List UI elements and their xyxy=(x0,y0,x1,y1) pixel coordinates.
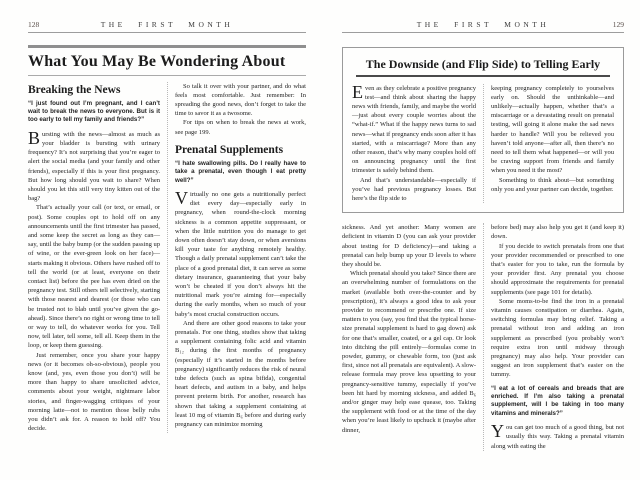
paragraph: before bed) may also help you get it (and keep it) down. xyxy=(491,224,624,241)
paragraph-text: ven as they celebrate a positive pregnancy test—and think about sharing the happy news with friends, family, and maybe the world—just about every couple worries about the “what-if.” What if the happy news turns to sad news—what if pregnancy ends soon after it has started, with a miscarriage? More than any other reason, that’s why many couples hold off on announcing pregnancy until the first trimester is safely behind them. xyxy=(352,84,476,175)
left-column-1 xyxy=(28,82,167,434)
heading-breaking-the-news: Breaking the News xyxy=(28,83,121,96)
dropcap-letter: Y xyxy=(491,421,504,442)
paragraph xyxy=(352,81,476,176)
left-page-columns xyxy=(28,82,306,434)
box-title: The Downside (and Flip Side) to Telling Early xyxy=(365,57,601,71)
paragraph-text: ursting with the news—almost as much as your bladder is bursting with urinary frequency? It’s not surprising that you’re eager to alert the social media (and your family and other friends), especially if this is your first pregnancy. But how long should you wait to share? When should you let this still very tiny kitten out of the bag? xyxy=(28,130,160,203)
reader-question-quote: “I just found out I’m pregnant, and I can’t wait to break the news to everyone. But is it too early to tell my family and friends?” xyxy=(28,99,160,124)
page-title: What You May Be Wondering About xyxy=(28,52,286,70)
left-column-2 xyxy=(167,82,306,434)
paragraph: So talk it over with your partner, and do what feels most comfortable. Just remember: In spreading the good news, don’t forget to take the time to savor it as a twosome. xyxy=(175,82,306,118)
right-header-rule xyxy=(342,32,624,33)
paragraph: And that’s understandable—especially if you’ve had previous pregnancy losses. But here’s the flip side to xyxy=(352,176,476,202)
reader-question-quote: “I eat a lot of cereals and breads that are enriched. If I’m also taking a prenatal supplement, will I be taking in too many vitamins and minerals?” xyxy=(491,384,624,417)
paragraph: Which prenatal should you take? Since there are an overwhelming number of formulations on the market (available both over-the-counter and by prescription), it’s always a good idea to ask your provider to recommend or prescribe one. If size matters to you (say, you find that the typical horse-size prenatal supplement is hard to gag down) ask for one that’s smaller, coated, or a gel cap. Or look into ditching the pill entirely—formulas come in powder, gummy, or chewable form, too (just ask first, since not all prenatals are equivalent). A slow-release formula may prove less upsetting to your pregnancy-sensitive tummy, especially if you’ve been hit hard by morning sickness, and added B₆ and/or ginger may help ease quease, too. Taking the supplement with food or at the time of the day when you’re least likely to upchuck it (maybe after dinner, xyxy=(342,270,476,434)
right-page-columns xyxy=(342,223,624,451)
left-running-head: THE FIRST MONTH xyxy=(100,20,234,29)
section-title-topline xyxy=(28,45,306,48)
dropcap-letter: V xyxy=(175,187,188,208)
paragraph: keeping pregnancy completely to yourselves early on. Should the unthinkable—and unlikely—actually happen, whether that’s a miscarriage or a devastating result on prenatal testing, will going it alone make the sad news harder to handle? Will you be relieved you haven’t told anyone—after all, then there’s no need to tell them what happened—or will you be craving support from friends and family when you need it the most? xyxy=(491,84,614,175)
paragraph xyxy=(28,127,160,204)
paragraph: sickness. And yet another: Many women are deficient in vitamin D (you can ask your provider about testing for D deficiency)—and taking a prenatal can help bump up your D levels to where they should be. xyxy=(342,224,476,268)
box-columns xyxy=(352,81,614,204)
box-title-rule xyxy=(356,75,610,77)
left-page-number: 128 xyxy=(28,20,40,29)
paragraph: That’s actually your call (or text, or email, or post). Some couples opt to hold off on any announcements until the first trimester has passed, and some keep the secret as long as they can—say, until the baby bump (or the sudden passing up of wine, or the ever-green look on her face)—starts making it obvious. Others have rushed off to tell the world (or at least, everyone on their contact list) before the pee has even dried on the pregnancy test. Still others tell selectively, starting with those nearest and dearest (or those who can be trusted not to blab until you’ve given the go-ahead). Since there’s no right or wrong time to tell or way to tell, do whatever works for you. Tell now, tell later, tell some, tell all. Keep them in the loop, or keep them guessing. xyxy=(28,204,160,350)
dropcap-letter: E xyxy=(352,81,363,102)
paragraph: For tips on when to break the news at work, see page 199. xyxy=(175,119,306,136)
left-running-header xyxy=(28,20,306,29)
paragraph-text: ou can get too much of a good thing, but not usually this way. Taking a prenatal vitamin along with eating the xyxy=(491,424,624,450)
paragraph: Some moms-to-be find the iron in a prenatal vitamin causes constipation or diarrhea. Again, switching formulas may bring relief. Taking a prenatal without iron and adding an iron supplement as prescribed (you probably won’t require extra iron until midway through pregnancy) may also help. Your provider can suggest an iron supplement that’s easier on the tummy. xyxy=(491,297,624,379)
paragraph: And there are other good reasons to take your prenatals. For one thing, studies show that taking a supplement containing folic acid and vitamin B₁₂ during the first months of pregnancy (especially if it’s started in the months before pregnancy) significantly reduces the risk of neural tube defects (such as spina bifida), congenital heart defects, and autism in a baby, and helps prevent preterm birth. For another, research has shown that taking a supplement containing at least 10 mg of vitamin B₆ before and during early pregnancy can minimize morning xyxy=(175,319,306,429)
paragraph-text: irtually no one gets a nutritionally perfect diet every day—especially early in pregnancy, when round-the-clock morning sickness is a common appetite suppressant, or when the little nutrition you do manage to get down often doesn’t stay down, or when aversions kill your taste for anything remotely healthy. Though a daily prenatal supplement can’t take the place of a good prenatal diet, it can serve as some dietary insurance, guaranteeing that your baby won’t be cheated if you don’t always hit the nutritional mark you’re aiming for—especially during the early months, when so much of your baby’s most crucial construction occurs. xyxy=(175,190,306,318)
section-title-underline xyxy=(28,75,306,76)
paragraph xyxy=(491,423,624,451)
box-column-1 xyxy=(352,81,483,204)
paragraph: If you decide to switch prenatals from one that your provider recommended or prescribed to one that’s easier for you to take, run the formula by your provider first. Any prenatal you choose should approximate the requirements for prenatal supplements (see page 101 for details). xyxy=(491,242,624,296)
right-column-1 xyxy=(342,223,483,451)
page-right xyxy=(320,0,640,480)
paragraph: Just remember, once you share your happy news (or it becomes oh-so-obvious), people you know (and, yes, even those you don’t) will be more than happy to share unsolicited advice, comments about your weight, nightmare labor stories, and finger-wagging critiques of your morning latte—not to mention those belly rubs you didn’t ask for. A reason to hold off? You decide. xyxy=(28,351,160,433)
right-column-2 xyxy=(483,223,624,451)
right-running-header xyxy=(342,20,624,29)
heading-prenatal-supplements: Prenatal Supplements xyxy=(175,143,284,156)
sidebar-box-telling-early xyxy=(342,47,624,213)
right-page-number: 129 xyxy=(612,20,624,29)
right-running-head: THE FIRST MONTH xyxy=(416,20,550,29)
dropcap-letter: B xyxy=(28,127,41,148)
paragraph xyxy=(175,187,306,319)
box-column-2 xyxy=(483,84,614,204)
paragraph: Something to think about—but something only you and your partner can decide, together. xyxy=(491,176,614,193)
reader-question-quote: “I hate swallowing pills. Do I really have to take a prenatal, even though I eat pretty well?” xyxy=(175,159,306,184)
left-header-rule xyxy=(28,32,306,33)
